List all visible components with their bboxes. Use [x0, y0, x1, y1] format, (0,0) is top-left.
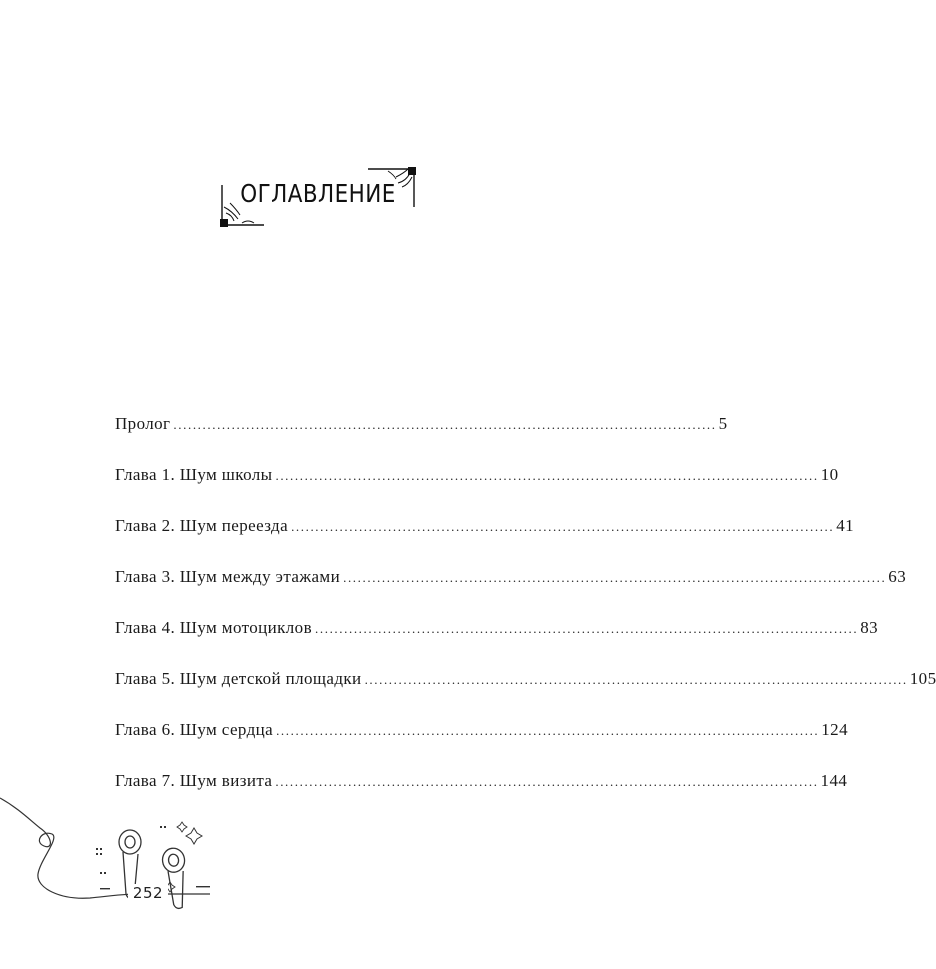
toc-entry-page: 10	[820, 465, 839, 484]
toc-leader-dots: ................................................................................................................	[343, 570, 887, 585]
toc-entry-page: 63	[888, 567, 907, 586]
toc-entry-page: 41	[836, 516, 855, 535]
table-of-contents	[115, 414, 936, 822]
toc-entry	[115, 618, 879, 669]
toc-entry	[115, 414, 728, 465]
toc-entry	[115, 720, 848, 771]
toc-entry	[115, 669, 936, 720]
toc-entry-page: 5	[718, 414, 728, 433]
page-title: ОГЛАВЛЕНИЕ	[240, 179, 396, 208]
toc-entry-label: Глава 3. Шум между этажами	[115, 567, 341, 586]
page-number: 252	[128, 884, 168, 902]
toc-leader-dots: ................................................................................................................	[275, 774, 819, 789]
toc-entry-page: 105	[909, 669, 936, 688]
toc-entry	[115, 516, 855, 567]
toc-entry-label: Глава 5. Шум детской площадки	[115, 669, 362, 688]
toc-entry-label: Глава 6. Шум сердца	[115, 720, 274, 739]
toc-entry	[115, 567, 907, 618]
toc-entry-page: 124	[821, 720, 848, 739]
toc-entry	[115, 465, 839, 516]
toc-leader-dots: ................................................................................................................	[291, 519, 835, 534]
toc-entry-page: 83	[860, 618, 879, 637]
toc-entry-label: Глава 7. Шум визита	[115, 771, 273, 790]
toc-entry-label: Глава 4. Шум мотоциклов	[115, 618, 313, 637]
toc-entry-label: Пролог	[115, 414, 171, 433]
toc-leader-dots: ................................................................................................................	[276, 723, 820, 738]
toc-leader-dots: ................................................................................................................	[173, 417, 717, 432]
toc-leader-dots: ................................................................................................................	[364, 672, 908, 687]
toc-leader-dots: ................................................................................................................	[275, 468, 819, 483]
toc-entry-page: 144	[820, 771, 848, 790]
earbuds-icon	[0, 790, 240, 920]
toc-leader-dots: ................................................................................................................	[315, 621, 859, 636]
heading-frame	[218, 167, 418, 227]
toc-entry-label: Глава 1. Шум школы	[115, 465, 273, 484]
toc-entry-label: Глава 2. Шум переезда	[115, 516, 289, 535]
